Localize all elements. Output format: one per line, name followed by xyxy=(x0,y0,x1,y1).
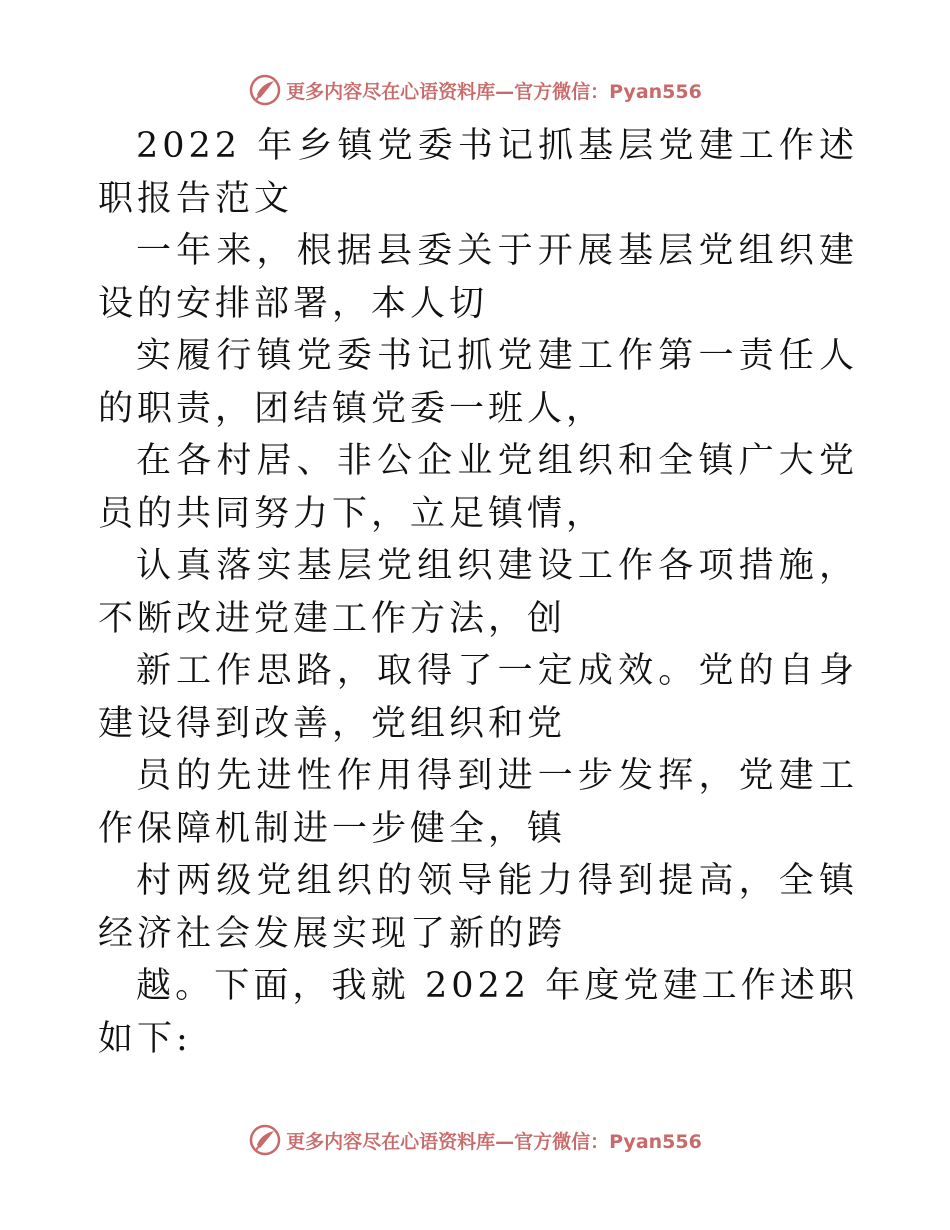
paragraph-line: 新工作思路，取得了一定成效。党的自身建设得到改善，党组织和党 xyxy=(98,651,858,744)
watermark-logo-icon xyxy=(248,73,282,107)
document-title: 2022 年乡镇党委书记抓基层党建工作述职报告范文 xyxy=(98,126,858,219)
header-watermark xyxy=(0,70,950,110)
watermark-text: 更多内容尽在心语资料库—官方微信：Pyan556 xyxy=(286,80,702,103)
paragraph-line: 越。下面，我就 2022 年度党建工作述职如下: xyxy=(98,966,858,1059)
watermark-text: 更多内容尽在心语资料库—官方微信：Pyan556 xyxy=(286,1130,702,1153)
paragraph-line: 员的先进性作用得到进一步发挥，党建工作保障机制进一步健全，镇 xyxy=(98,756,858,849)
paragraph-line: 在各村居、非公企业党组织和全镇广大党员的共同努力下，立足镇情， xyxy=(98,441,858,534)
document-body xyxy=(98,120,858,1065)
watermark-logo-icon xyxy=(248,1123,282,1157)
paragraph-line: 实履行镇党委书记抓党建工作第一责任人的职责，团结镇党委一班人， xyxy=(98,336,858,429)
footer-watermark xyxy=(0,1120,950,1160)
paragraph-line: 认真落实基层党组织建设工作各项措施，不断改进党建工作方法，创 xyxy=(98,546,858,639)
paragraph-line: 村两级党组织的领导能力得到提高，全镇经济社会发展实现了新的跨 xyxy=(98,861,858,954)
paragraph-line: 一年来，根据县委关于开展基层党组织建设的安排部署，本人切 xyxy=(98,231,858,324)
